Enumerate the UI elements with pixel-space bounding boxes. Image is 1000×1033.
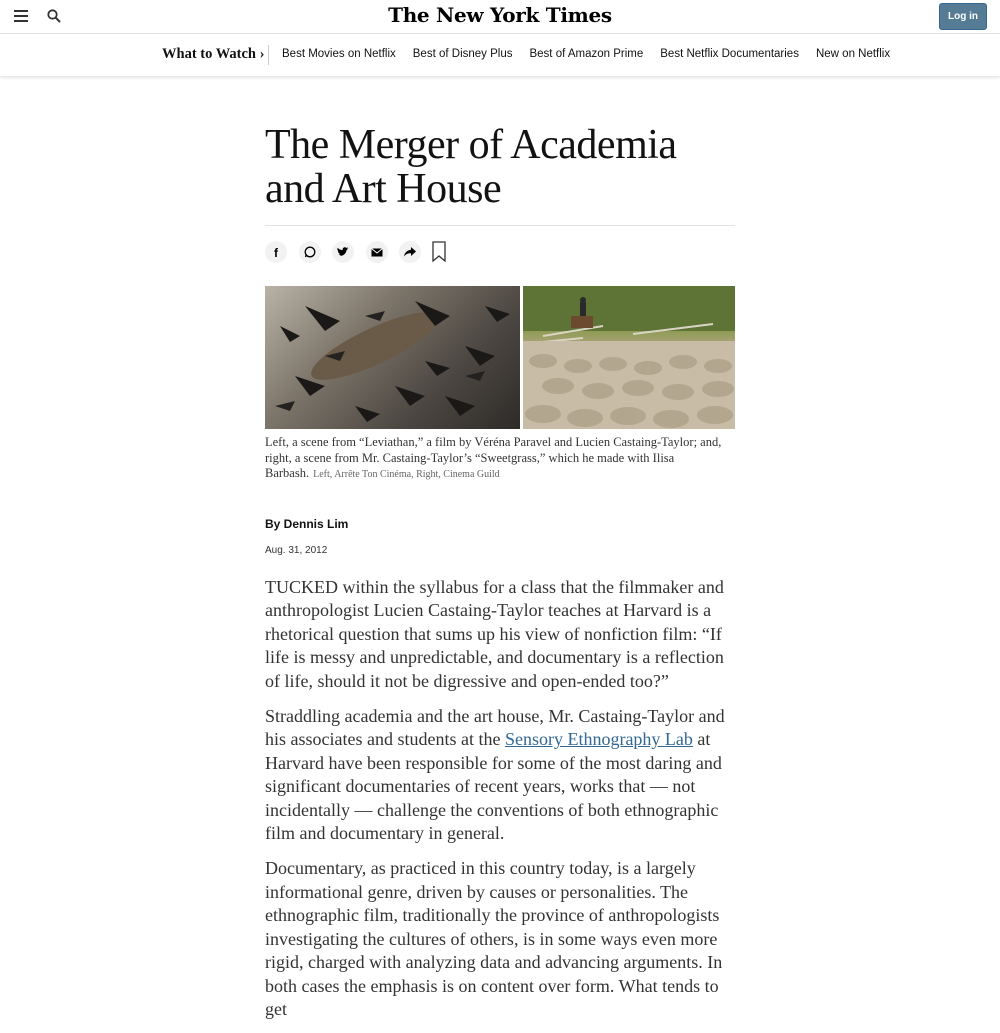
- twitter-icon[interactable]: [332, 241, 354, 263]
- nav-link-best-movies-netflix[interactable]: Best Movies on Netflix: [282, 48, 396, 60]
- nyt-logo[interactable]: The New York Times: [388, 3, 612, 27]
- nav-divider: [268, 45, 269, 65]
- svg-text:f: f: [274, 246, 278, 258]
- paragraph-1: TUCKED within the syllabus for a class that the filmmaker and anthropologist Lucien Castaing-Taylor teaches at Harvard is a rhetorical question that sums up his view of nonfiction film: “If life is messy and unpredictable, and documentary is a reflection of life, should it not be digressive and open-ended too?”: [265, 577, 724, 691]
- paragraph-2-text-before: Straddling academia and the art house, Mr. Castaing-Taylor and his associates and students at the: [265, 706, 725, 750]
- sensory-ethnography-lab-link[interactable]: Sensory Ethnography Lab: [504, 729, 693, 750]
- paragraph-2-text-after: at Harvard have been responsible for some of the most daring and significant documentaries of recent years, works that — not incidentally — challenge the conventions of both ethnographic film and documentary in general.: [265, 729, 722, 844]
- whatsapp-icon[interactable]: [299, 241, 321, 263]
- nav-links: [282, 48, 907, 60]
- caption-credit: Left, Arrête Ton Cinéma, Right, Cinema Guild: [313, 469, 500, 480]
- article-headline: The Merger of Academia and Art House: [265, 122, 677, 212]
- login-button[interactable]: Log in: [939, 3, 987, 30]
- nav-link-best-disney-plus[interactable]: Best of Disney Plus: [412, 48, 513, 60]
- section-nav: [0, 34, 1000, 76]
- facebook-icon[interactable]: [265, 241, 287, 263]
- nav-link-new-on-netflix[interactable]: New on Netflix: [815, 48, 891, 60]
- paragraph-3: Documentary, as practiced in this country today, is a largely informational genre, driven by causes or personalities. The ethnographic film, traditionally the province of anthropologists investigating the cultures of others, is in some ways even more rigid, charged with analyzing data and advancing arguments. In both cases the emphasis is on content over form. What tends to get: [265, 858, 723, 1019]
- hamburger-menu-icon[interactable]: [14, 10, 28, 22]
- nav-link-best-netflix-documentaries[interactable]: Best Netflix Documentaries: [660, 48, 799, 60]
- top-bar: [0, 0, 1000, 34]
- share-icon[interactable]: [399, 241, 421, 263]
- search-icon[interactable]: [47, 9, 61, 23]
- image-caption: [265, 435, 735, 483]
- sweetgrass-film-still: [523, 286, 735, 429]
- article-body: [265, 576, 737, 1033]
- byline[interactable]: By Dennis Lim: [265, 517, 349, 531]
- nav-title-what-to-watch[interactable]: What to Watch ›: [162, 46, 265, 62]
- bookmark-icon[interactable]: [432, 241, 446, 262]
- publish-date: Aug. 31, 2012: [265, 545, 328, 556]
- email-icon[interactable]: [366, 241, 388, 263]
- paragraph-2: [265, 705, 737, 845]
- nav-link-best-amazon-prime[interactable]: Best of Amazon Prime: [529, 48, 644, 60]
- leviathan-film-still: [265, 286, 520, 429]
- headline-divider: [265, 225, 735, 226]
- caption-text: Left, a scene from “Leviathan,” a film by Véréna Paravel and Lucien Castaing-Taylor; and, right, a scene from Mr. Castaing-Taylor’s “Sweetgrass,” which he made with Ilisa Barbash.: [265, 435, 722, 480]
